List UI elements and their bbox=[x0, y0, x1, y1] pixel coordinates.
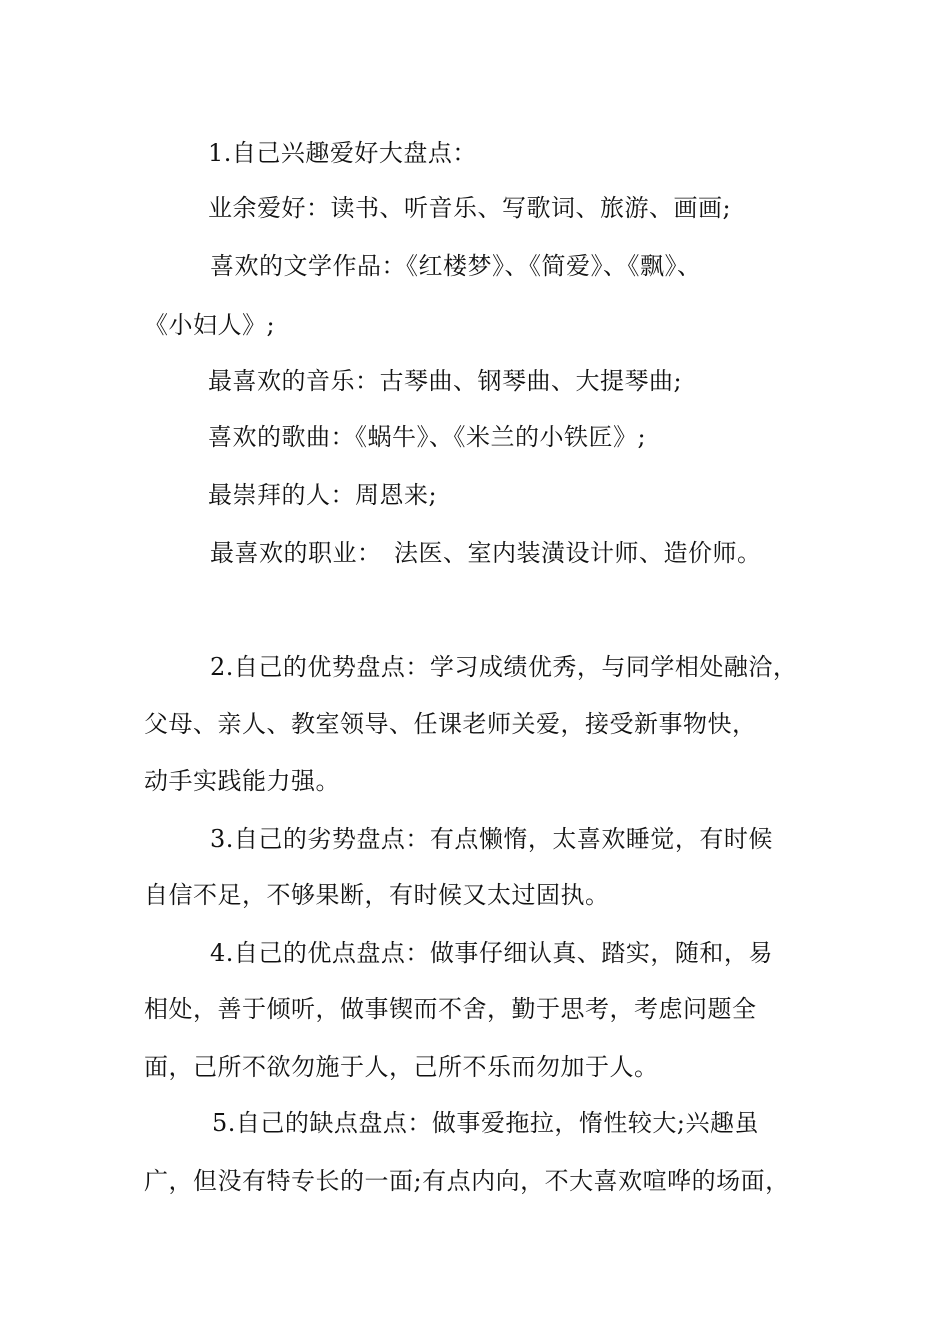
songs-line: 喜欢的歌曲：《蜗牛》、《米兰的小铁匠》; bbox=[208, 423, 647, 451]
career-line: 最喜欢的职业： 法医、室内装潢设计师、造价师。 bbox=[210, 539, 762, 567]
section-5-line-1: 5.自己的缺点盘点：做事爱拖拉，惰性较大;兴趣虽 bbox=[212, 1109, 759, 1137]
section-4-line-1: 4.自己的优点盘点：做事仔细认真、踏实，随和，易 bbox=[210, 939, 773, 967]
admired-person-line: 最崇拜的人：周恩来; bbox=[208, 481, 438, 509]
literature-line-cont: 《小妇人》; bbox=[144, 311, 276, 339]
section-4-line-3: 面，己所不欲勿施于人，己所不乐而勿加于人。 bbox=[144, 1053, 659, 1081]
section-3-line-2: 自信不足，不够果断，有时候又太过固执。 bbox=[144, 881, 610, 909]
section-4-line-2: 相处，善于倾听，做事锲而不舍，勤于思考，考虑问题全 bbox=[144, 995, 757, 1023]
section-2-line-3: 动手实践能力强。 bbox=[144, 767, 340, 795]
literature-line: 喜欢的文学作品：《红楼梦》、《简爱》、《飘》、 bbox=[210, 252, 702, 280]
section-5-line-2: 广，但没有特专长的一面;有点内向，不大喜欢喧哗的场面， bbox=[144, 1167, 790, 1195]
section-1-heading: 1.自己兴趣爱好大盘点： bbox=[208, 139, 477, 167]
section-2-line-2: 父母、亲人、教室领导、任课老师关爱，接受新事物快， bbox=[144, 710, 757, 738]
section-2-line-1: 2.自己的优势盘点：学习成绩优秀，与同学相处融洽， bbox=[210, 653, 798, 681]
music-line: 最喜欢的音乐：古琴曲、钢琴曲、大提琴曲; bbox=[208, 367, 683, 395]
hobbies-line: 业余爱好：读书、听音乐、写歌词、旅游、画画; bbox=[208, 194, 732, 222]
section-3-line-1: 3.自己的劣势盘点：有点懒惰，太喜欢睡觉，有时候 bbox=[210, 825, 773, 853]
